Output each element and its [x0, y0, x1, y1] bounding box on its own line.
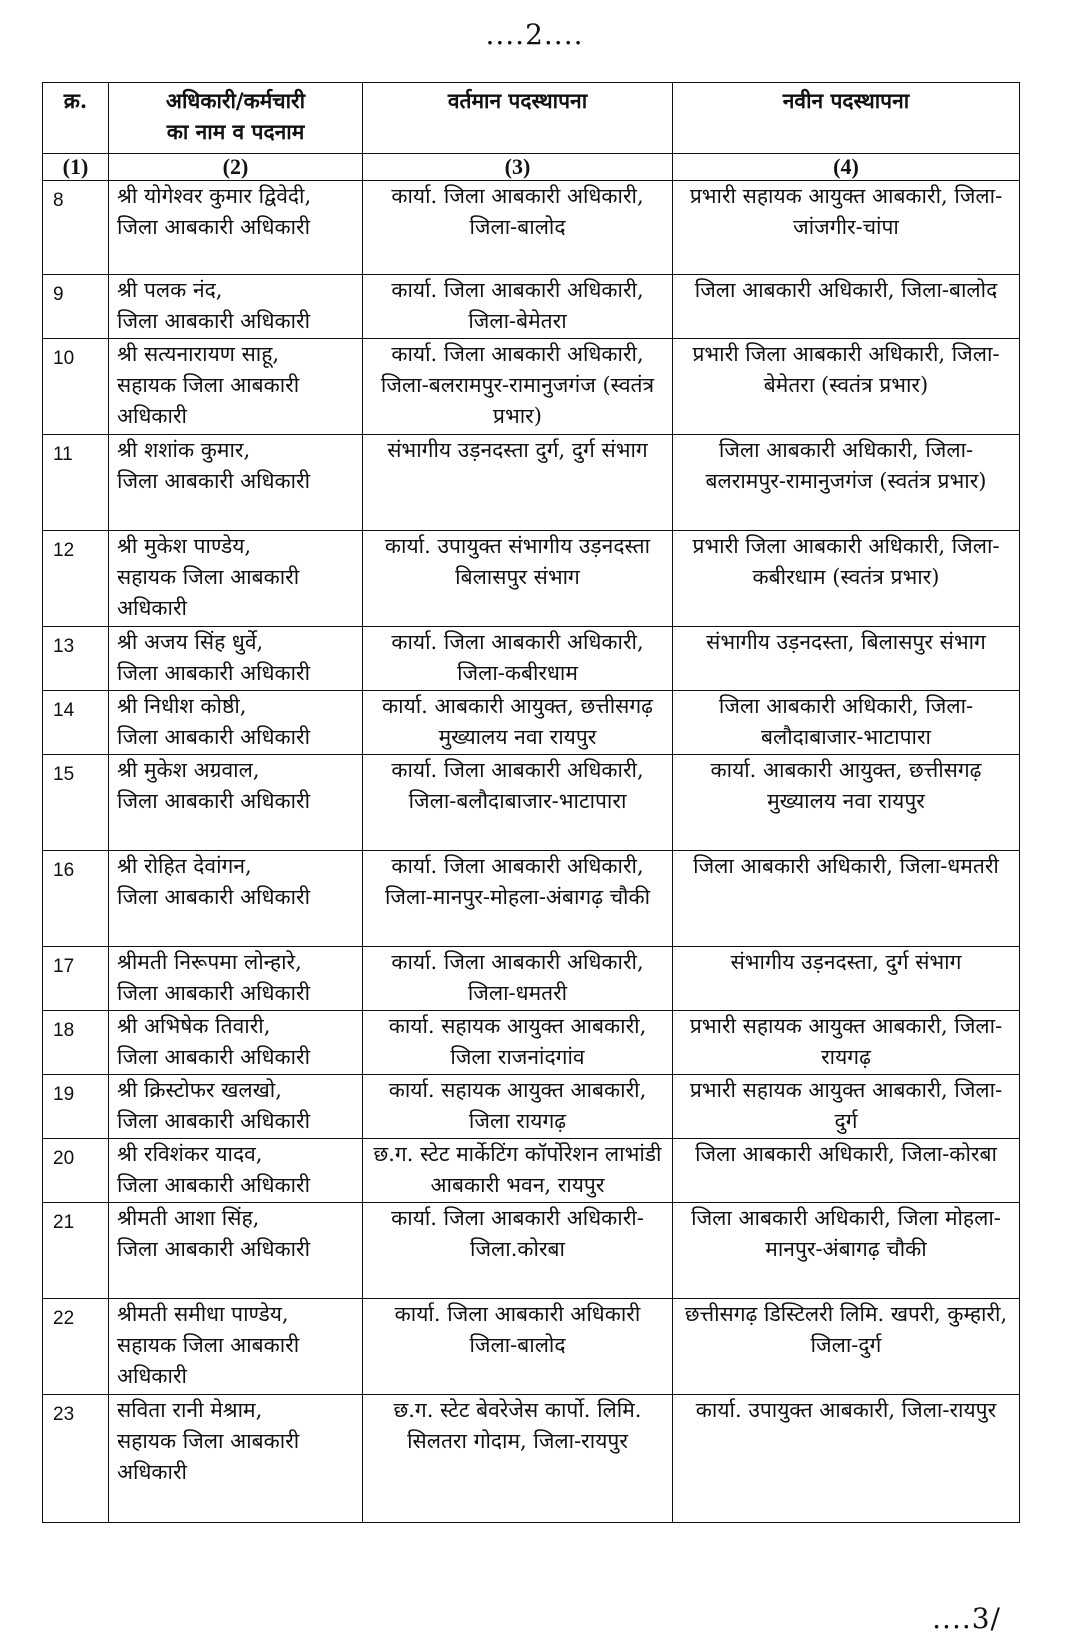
new-posting-cell: प्रभारी जिला आबकारी अधिकारी, जिला-कबीरधाम (स्वतंत्र प्रभार) — [673, 531, 1020, 627]
header-name-line1: अधिकारी/कर्मचारी — [165, 88, 306, 113]
table-row — [43, 755, 1020, 851]
serial-number-cell: 16 — [43, 851, 109, 947]
officer-name: श्री अभिषेक तिवारी, — [117, 1014, 271, 1038]
officer-designation: सहायक जिला आबकारी अधिकारी — [117, 373, 300, 428]
current-posting-cell: कार्या. सहायक आयुक्त आबकारी, जिला राजनांदगांव — [363, 1011, 673, 1075]
officer-name-cell — [109, 1011, 363, 1075]
officer-name-cell — [109, 1075, 363, 1139]
serial-number-cell: 13 — [43, 627, 109, 691]
new-posting-cell: प्रभारी सहायक आयुक्त आबकारी, जिला-रायगढ़ — [673, 1011, 1020, 1075]
current-posting-cell: छ.ग. स्टेट मार्केटिंग कॉर्पोरेशन लाभांडी आबकारी भवन, रायपुर — [363, 1139, 673, 1203]
current-posting-cell: संभागीय उड़नदस्ता दुर्ग, दुर्ग संभाग — [363, 435, 673, 531]
current-posting-cell: कार्या. जिला आबकारी अधिकारी, जिला-धमतरी — [363, 947, 673, 1011]
serial-number-cell: 8 — [43, 181, 109, 275]
officer-name-cell — [109, 755, 363, 851]
officer-name: श्रीमती आशा सिंह, — [117, 1206, 260, 1230]
serial-number-cell: 22 — [43, 1299, 109, 1395]
new-posting-cell: जिला आबकारी अधिकारी, जिला-कोरबा — [673, 1139, 1020, 1203]
current-posting-cell: कार्या. जिला आबकारी अधिकारी- जिला.कोरबा — [363, 1203, 673, 1299]
table-row — [43, 435, 1020, 531]
table-row — [43, 181, 1020, 275]
officer-designation: सहायक जिला आबकारी अधिकारी — [117, 565, 300, 620]
header-current-posting: वर्तमान पदस्थापना — [363, 83, 673, 154]
table-row — [43, 275, 1020, 339]
current-posting-cell: कार्या. सहायक आयुक्त आबकारी, जिला रायगढ़ — [363, 1075, 673, 1139]
officer-designation: जिला आबकारी अधिकारी — [117, 661, 311, 685]
serial-number-cell: 15 — [43, 755, 109, 851]
new-posting-cell: छत्तीसगढ़ डिस्टिलरी लिमि. खपरी, कुम्हारी, जिला-दुर्ग — [673, 1299, 1020, 1395]
table-row — [43, 1395, 1020, 1523]
current-posting-cell: कार्या. जिला आबकारी अधिकारी, जिला-मानपुर-मोहला-अंबागढ़ चौकी — [363, 851, 673, 947]
new-posting-cell: कार्या. आबकारी आयुक्त, छत्तीसगढ़ मुख्यालय नवा रायपुर — [673, 755, 1020, 851]
table-row — [43, 531, 1020, 627]
officer-name-cell — [109, 181, 363, 275]
new-posting-cell: जिला आबकारी अधिकारी, जिला मोहला-मानपुर-अंबागढ़ चौकी — [673, 1203, 1020, 1299]
table-row — [43, 947, 1020, 1011]
officer-name: श्री मुकेश अग्रवाल, — [117, 758, 260, 782]
officer-name: श्रीमती निरूपमा लोन्हारे, — [117, 950, 302, 974]
new-posting-cell: संभागीय उड़नदस्ता, दुर्ग संभाग — [673, 947, 1020, 1011]
officer-name: श्री योगेश्वर कुमार द्विवेदी, — [117, 184, 312, 208]
officer-name-cell — [109, 339, 363, 435]
new-posting-cell: जिला आबकारी अधिकारी, जिला-बलरामपुर-रामानुजगंज (स्वतंत्र प्रभार) — [673, 435, 1020, 531]
current-posting-cell: कार्या. उपायुक्त संभागीय उड़नदस्ता बिलासपुर संभाग — [363, 531, 673, 627]
table-row — [43, 339, 1020, 435]
officer-name-cell — [109, 1139, 363, 1203]
officer-designation: जिला आबकारी अधिकारी — [117, 309, 311, 333]
officer-designation: जिला आबकारी अधिकारी — [117, 1237, 311, 1261]
table-row — [43, 1011, 1020, 1075]
serial-number-cell: 21 — [43, 1203, 109, 1299]
officer-designation: जिला आबकारी अधिकारी — [117, 725, 311, 749]
column-number: (3) — [363, 154, 673, 181]
officer-name: श्री रोहित देवांगन, — [117, 854, 252, 878]
current-posting-cell: कार्या. जिला आबकारी अधिकारी, जिला-बेमेतरा — [363, 275, 673, 339]
officer-name: श्री सत्यनारायण साहू, — [117, 342, 280, 366]
serial-number-cell: 11 — [43, 435, 109, 531]
officer-designation: जिला आबकारी अधिकारी — [117, 215, 311, 239]
column-number-row — [43, 154, 1020, 181]
officer-designation: जिला आबकारी अधिकारी — [117, 1045, 311, 1069]
officer-name: श्री निधीश कोष्ठी, — [117, 694, 247, 718]
current-posting-cell: कार्या. जिला आबकारी अधिकारी, जिला-बलौदाबाजार-भाटापारा — [363, 755, 673, 851]
table-row — [43, 1139, 1020, 1203]
officer-name-cell — [109, 1395, 363, 1523]
current-posting-cell: कार्या. जिला आबकारी अधिकारी जिला-बालोद — [363, 1299, 673, 1395]
current-posting-cell: छ.ग. स्टेट बेवरेजेस कार्पो. लिमि. सिलतरा गोदाम, जिला-रायपुर — [363, 1395, 673, 1523]
officer-name-cell — [109, 691, 363, 755]
header-name — [109, 83, 363, 154]
serial-number-cell: 10 — [43, 339, 109, 435]
new-posting-cell: जिला आबकारी अधिकारी, जिला-बलौदाबाजार-भाटापारा — [673, 691, 1020, 755]
current-posting-cell: कार्या. आबकारी आयुक्त, छत्तीसगढ़ मुख्यालय नवा रायपुर — [363, 691, 673, 755]
officer-name-cell — [109, 851, 363, 947]
new-posting-cell: प्रभारी सहायक आयुक्त आबकारी, जिला-जांजगीर-चांपा — [673, 181, 1020, 275]
officer-name-cell — [109, 435, 363, 531]
table-row — [43, 851, 1020, 947]
officer-name: श्री रविशंकर यादव, — [117, 1142, 263, 1166]
header-row — [43, 83, 1020, 154]
officer-designation: जिला आबकारी अधिकारी — [117, 469, 311, 493]
column-number: (1) — [43, 154, 109, 181]
officer-designation: जिला आबकारी अधिकारी — [117, 789, 311, 813]
table-row — [43, 1299, 1020, 1395]
column-number: (4) — [673, 154, 1020, 181]
page-number-bottom: ....3/ — [932, 1602, 1001, 1635]
current-posting-cell: कार्या. जिला आबकारी अधिकारी, जिला-कबीरधाम — [363, 627, 673, 691]
table-row — [43, 1075, 1020, 1139]
header-new-posting: नवीन पदस्थापना — [673, 83, 1020, 154]
table-row — [43, 627, 1020, 691]
new-posting-cell: जिला आबकारी अधिकारी, जिला-बालोद — [673, 275, 1020, 339]
column-number: (2) — [109, 154, 363, 181]
officer-name: श्री क्रिस्टोफर खलखो, — [117, 1078, 282, 1102]
serial-number-cell: 17 — [43, 947, 109, 1011]
page-number-top: ....2.... — [485, 18, 584, 51]
officer-name-cell — [109, 275, 363, 339]
officer-designation: जिला आबकारी अधिकारी — [117, 1109, 311, 1133]
officer-name: श्री शशांक कुमार, — [117, 438, 251, 462]
officer-name: श्री अजय सिंह धुर्वे, — [117, 630, 264, 654]
serial-number-cell: 12 — [43, 531, 109, 627]
officer-name: सविता रानी मेश्राम, — [117, 1398, 263, 1422]
new-posting-cell: संभागीय उड़नदस्ता, बिलासपुर संभाग — [673, 627, 1020, 691]
officer-designation: सहायक जिला आबकारी अधिकारी — [117, 1429, 300, 1484]
officer-name: श्री पलक नंद, — [117, 278, 223, 302]
officer-designation: जिला आबकारी अधिकारी — [117, 885, 311, 909]
officer-name: श्री मुकेश पाण्डेय, — [117, 534, 252, 558]
officer-name-cell — [109, 627, 363, 691]
serial-number-cell: 14 — [43, 691, 109, 755]
serial-number-cell: 9 — [43, 275, 109, 339]
officer-name-cell — [109, 1203, 363, 1299]
header-name-line2: का नाम व पदनाम — [166, 119, 305, 144]
officer-designation: जिला आबकारी अधिकारी — [117, 981, 311, 1005]
officer-name-cell — [109, 947, 363, 1011]
current-posting-cell: कार्या. जिला आबकारी अधिकारी, जिला-बालोद — [363, 181, 673, 275]
serial-number-cell: 23 — [43, 1395, 109, 1523]
serial-number-cell: 20 — [43, 1139, 109, 1203]
serial-number-cell: 19 — [43, 1075, 109, 1139]
officer-name-cell — [109, 1299, 363, 1395]
header-serial: क्र. — [43, 83, 109, 154]
new-posting-cell: प्रभारी सहायक आयुक्त आबकारी, जिला-दुर्ग — [673, 1075, 1020, 1139]
new-posting-cell: प्रभारी जिला आबकारी अधिकारी, जिला-बेमेतरा (स्वतंत्र प्रभार) — [673, 339, 1020, 435]
officer-name-cell — [109, 531, 363, 627]
transfer-table — [42, 82, 1020, 1523]
officer-designation: जिला आबकारी अधिकारी — [117, 1173, 311, 1197]
current-posting-cell: कार्या. जिला आबकारी अधिकारी, जिला-बलरामपुर-रामानुजगंज (स्वतंत्र प्रभार) — [363, 339, 673, 435]
table-body — [43, 181, 1020, 1523]
new-posting-cell: कार्या. उपायुक्त आबकारी, जिला-रायपुर — [673, 1395, 1020, 1523]
new-posting-cell: जिला आबकारी अधिकारी, जिला-धमतरी — [673, 851, 1020, 947]
serial-number-cell: 18 — [43, 1011, 109, 1075]
officer-designation: सहायक जिला आबकारी अधिकारी — [117, 1333, 300, 1388]
table-row — [43, 691, 1020, 755]
table-row — [43, 1203, 1020, 1299]
officer-name: श्रीमती समीधा पाण्डेय, — [117, 1302, 289, 1326]
